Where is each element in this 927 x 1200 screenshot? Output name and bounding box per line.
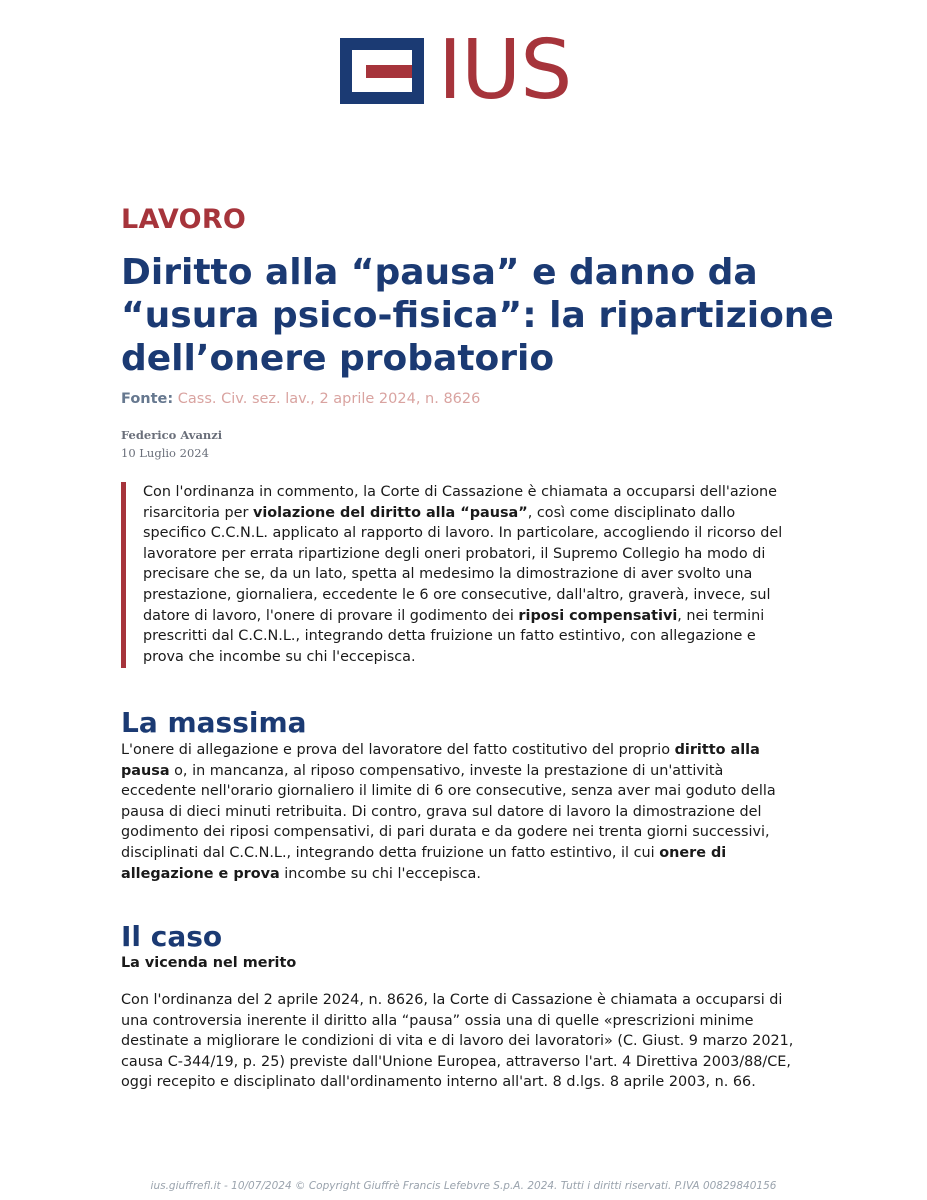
ius-logo-mark-icon — [340, 38, 424, 104]
abstract-quote — [121, 482, 801, 668]
source-label: Fonte: — [121, 391, 174, 407]
caso-body — [121, 990, 801, 1093]
abstract-text-part: Con l'ordinanza in commento, la Corte di Cassazione è chiamata a occuparsi dell'azione risarcitoria per — [143, 484, 777, 521]
massima-text-part: incombe su chi l'eccepisca. — [279, 865, 481, 882]
caso-text: Con l'ordinanza del 2 aprile 2024, n. 8626, la Corte di Cassazione è chiamata a occuparsi di una controversia inerente il diritto alla “pausa” ossia una di quelle «prescrizioni minime destinate a migliorare le condizioni di vita e di lavoro dei lavoratori» (C. Giust. 9 marzo 2021, causa C-344/19, p. 25) previste dall'Unione Europea, attraverso l'art. 4 Direttiva 2003/88/CE, oggi recepito e disciplinato dall'ordinamento interno all'art. 8 d.lgs. 8 aprile 2003, n. 66. — [121, 992, 794, 1091]
publication-date: 10 Luglio 2024 — [121, 446, 209, 460]
source-link[interactable]: Cass. Civ. sez. lav., 2 aprile 2024, n. 8626 — [177, 391, 481, 407]
massima-body — [121, 740, 801, 884]
subheading-vicenda: La vicenda nel merito — [121, 955, 297, 971]
source-line — [121, 391, 480, 407]
page-footer: ius.giuffrefl.it - 10/07/2024 © Copyright Giuffrè Francis Lefebvre S.p.A. 2024. Tutti i diritti riservati. P.IVA 00829840156 — [150, 1180, 777, 1192]
massima-bold-text: onere di allegazione e prova — [121, 844, 727, 882]
section-heading-massima: La massima — [121, 706, 307, 739]
massima-text-part: L'onere di allegazione e prova del lavoratore del fatto costitutivo del proprio — [121, 742, 675, 758]
abstract-text-part: , così come disciplinato dallo specifico C.C.N.L. applicato al rapporto di lavoro. In particolare, accogliendo il ricorso del lavoratore per errata ripartizione degli oneri probatori, il Supremo Collegio ha modo di precisare che se, da un lato, spetta al medesimo la dimostrazione di aver svolto una prestazione, giornaliera, eccedente le 6 ore consecutive, dall'altro, graverà, invece, sul datore di lavoro, l'onere di provare il godimento dei — [143, 504, 783, 624]
massima-bold-text: diritto alla pausa — [121, 742, 760, 779]
abstract-bold-text: riposi compensativi — [518, 607, 678, 624]
massima-text — [121, 740, 801, 884]
massima-text-part: o, in mancanza, al riposo compensativo, investe la prestazione di un'attività eccedente nell'orario giornaliero il limite di 6 ore consecutive, senza aver mai goduto della pausa di dieci minuti retribuita. Di contro, grava sul datore di lavoro la dimostrazione del godimento dei riposi compensativi, di pari durata e da godere nei trenta giorni successivi, disciplinati dal C.C.N.L., integrando detta fruizione un fatto estintivo, il cui — [121, 762, 776, 861]
category-label: LAVORO — [121, 204, 247, 235]
author-name: Federico Avanzi — [121, 428, 223, 442]
article-title: Diritto alla “pausa” e danno da “usura psico-fisica”: la ripartizione dell’onere probatorio — [121, 252, 834, 379]
section-heading-caso: Il caso — [121, 920, 223, 953]
abstract-text — [143, 482, 801, 667]
logo-text: IUS — [438, 23, 572, 118]
ius-logo — [340, 23, 572, 118]
abstract-text-part: , nei termini prescritti dal C.C.N.L., integrando detta fruizione un fatto estintivo, con allegazione e prova che incombe su chi l'eccepisca. — [143, 607, 765, 665]
abstract-bold-text: violazione del diritto alla “pausa” — [252, 504, 528, 521]
